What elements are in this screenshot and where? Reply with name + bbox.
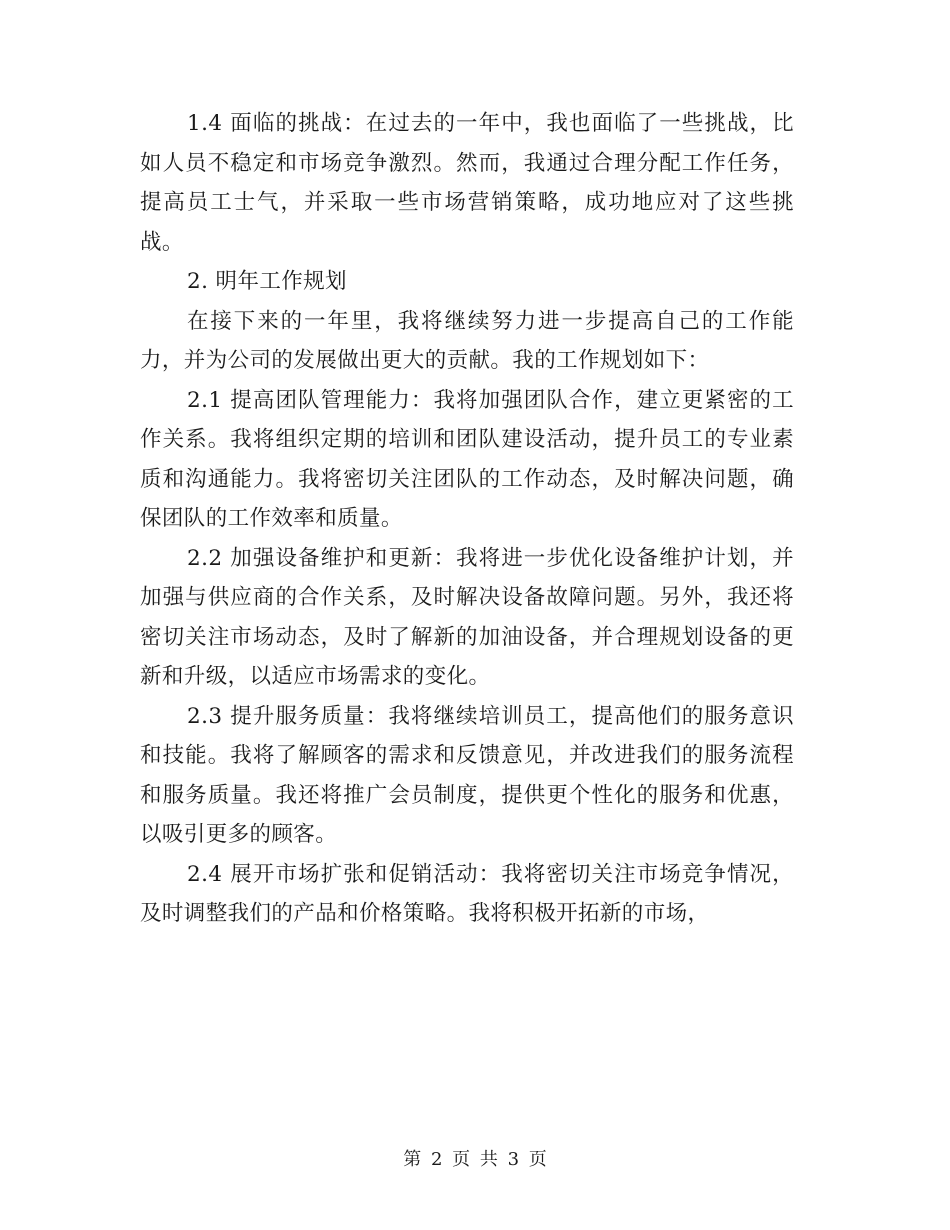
paragraph-challenges: 1.4 面临的挑战：在过去的一年中，我也面临了一些挑战，比如人员不稳定和市场竞争激烈。然而，我通过合理分配工作任务，提高员工士气，并采取一些市场营销策略，成功地应对了这些挑战。 xyxy=(140,111,794,255)
heading-next-year-plan: 2. 明年工作规划 xyxy=(187,269,347,294)
paragraph-plan-intro: 在接下来的一年里，我将继续努力进一步提高自己的工作能力，并为公司的发展做出更大的贡献。我的工作规划如下： xyxy=(140,308,794,373)
document-body xyxy=(140,104,794,934)
paragraph-equipment-maintenance: 2.2 加强设备维护和更新：我将进一步优化设备维护计划，并加强与供应商的合作关系，及时解决设备故障问题。另外，我还将密切关注市场动态，及时了解新的加油设备，并合理规划设备的更新和升级，以适应市场需求的变化。 xyxy=(140,545,794,689)
page-number-footer: 第 2 页 共 3 页 xyxy=(403,1149,547,1170)
paragraph-service-quality: 2.3 提升服务质量：我将继续培训员工，提高他们的服务意识和技能。我将了解顾客的需求和反馈意见，并改进我们的服务流程和服务质量。我还将推广会员制度，提供更个性化的服务和优惠，以吸引更多的顾客。 xyxy=(140,703,794,847)
paragraph-market-expansion: 2.4 展开市场扩张和促销活动：我将密切关注市场竞争情况，及时调整我们的产品和价格策略。我将积极开拓新的市场， xyxy=(140,861,794,926)
paragraph-team-management: 2.1 提高团队管理能力：我将加强团队合作，建立更紧密的工作关系。我将组织定期的培训和团队建设活动，提升员工的专业素质和沟通能力。我将密切关注团队的工作动态，及时解决问题，确保团队的工作效率和质量。 xyxy=(140,387,794,531)
